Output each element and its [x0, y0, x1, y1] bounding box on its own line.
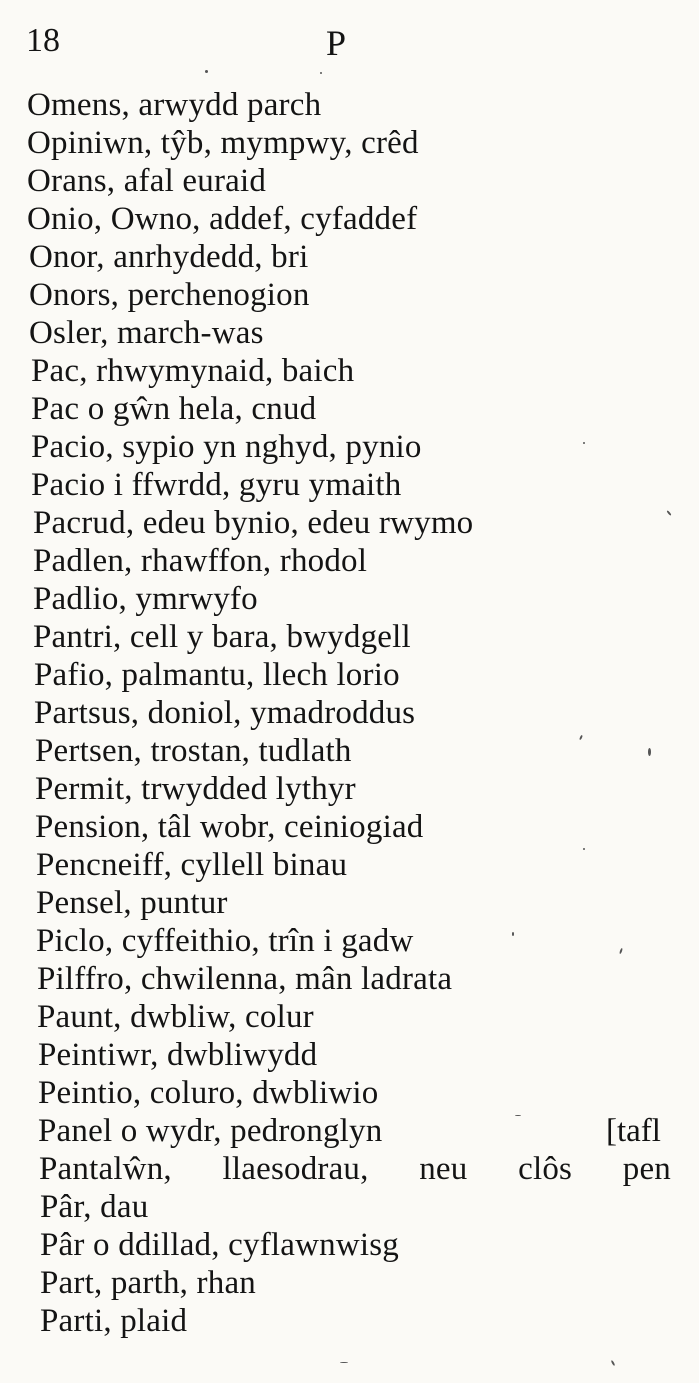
print-speck	[583, 848, 585, 850]
print-speck	[512, 932, 514, 936]
entry-line: Opiniwn, tŷb, mympwy, crêd	[27, 125, 419, 161]
page-number: 18	[26, 22, 60, 59]
entry-line: Pafio, palmantu, llech lorio	[34, 657, 400, 693]
entry-line: Pilffro, chwilenna, mân ladrata	[37, 961, 453, 997]
entry-line: Onors, perchenogion	[29, 277, 310, 313]
entry-line: Pertsen, trostan, tudlath	[35, 733, 352, 769]
entry-line: Permit, trwydded lythyr	[35, 771, 356, 807]
entry-line: Onor, anrhydedd, bri	[29, 239, 309, 275]
entry-line: Pac o gŵn hela, cnud	[31, 391, 317, 427]
print-speck	[579, 735, 583, 740]
entry-line: Pacrud, edeu bynio, edeu rwymo	[33, 505, 474, 541]
print-speck	[320, 72, 322, 74]
section-letter: P	[326, 23, 347, 63]
entry-line: Onio, Owno, addef, cyfaddef	[27, 201, 418, 237]
entry-line: Padlio, ymrwyfo	[33, 581, 258, 617]
entry-line: Pensel, puntur	[36, 885, 228, 921]
entry-line: Panel o wydr, pedronglyn	[38, 1113, 383, 1149]
entry-line: Partsus, doniol, ymadroddus	[34, 695, 416, 731]
print-speck	[583, 442, 585, 444]
print-speck	[340, 1362, 348, 1363]
entry-line: Pencneiff, cyllell binau	[36, 847, 348, 883]
entry-line: Pantri, cell y bara, bwydgell	[33, 619, 411, 655]
entry-line: Paunt, dwbliw, colur	[37, 999, 314, 1035]
entry-line: Pâr, dau	[40, 1189, 149, 1225]
entry-line: Peintiwr, dwbliwydd	[38, 1037, 318, 1073]
entry-line: Pacio i ffwrdd, gyru ymaith	[31, 467, 402, 503]
entry-line: Pantalŵn, llaesodrau, neu clôs pen	[39, 1151, 671, 1187]
entry-line: Pacio, sypio yn nghyd, pynio	[31, 429, 422, 465]
print-speck	[619, 948, 623, 954]
print-speck	[666, 510, 671, 516]
print-speck	[205, 70, 208, 73]
print-speck	[648, 748, 651, 756]
continuation-note: [tafl	[606, 1113, 661, 1149]
entry-line: Osler, march-was	[29, 315, 264, 351]
entry-line: Pac, rhwymynaid, baich	[31, 353, 355, 389]
print-speck	[515, 1115, 521, 1116]
entry-line: Padlen, rhawffon, rhodol	[33, 543, 368, 579]
entry-line: Parti, plaid	[40, 1303, 188, 1339]
entry-line: Pension, tâl wobr, ceiniogiad	[35, 809, 424, 845]
entry-line: Part, parth, rhan	[40, 1265, 256, 1301]
page-header	[0, 22, 699, 66]
entry-line: Pâr o ddillad, cyflawnwisg	[40, 1227, 399, 1263]
entry-line: Piclo, cyffeithio, trîn i gadw	[36, 923, 414, 959]
entry-line: Omens, arwydd parch	[27, 87, 322, 123]
print-speck	[611, 1360, 616, 1366]
entry-line: Peintio, coluro, dwbliwio	[38, 1075, 379, 1111]
entry-line: Orans, afal euraid	[27, 163, 267, 199]
